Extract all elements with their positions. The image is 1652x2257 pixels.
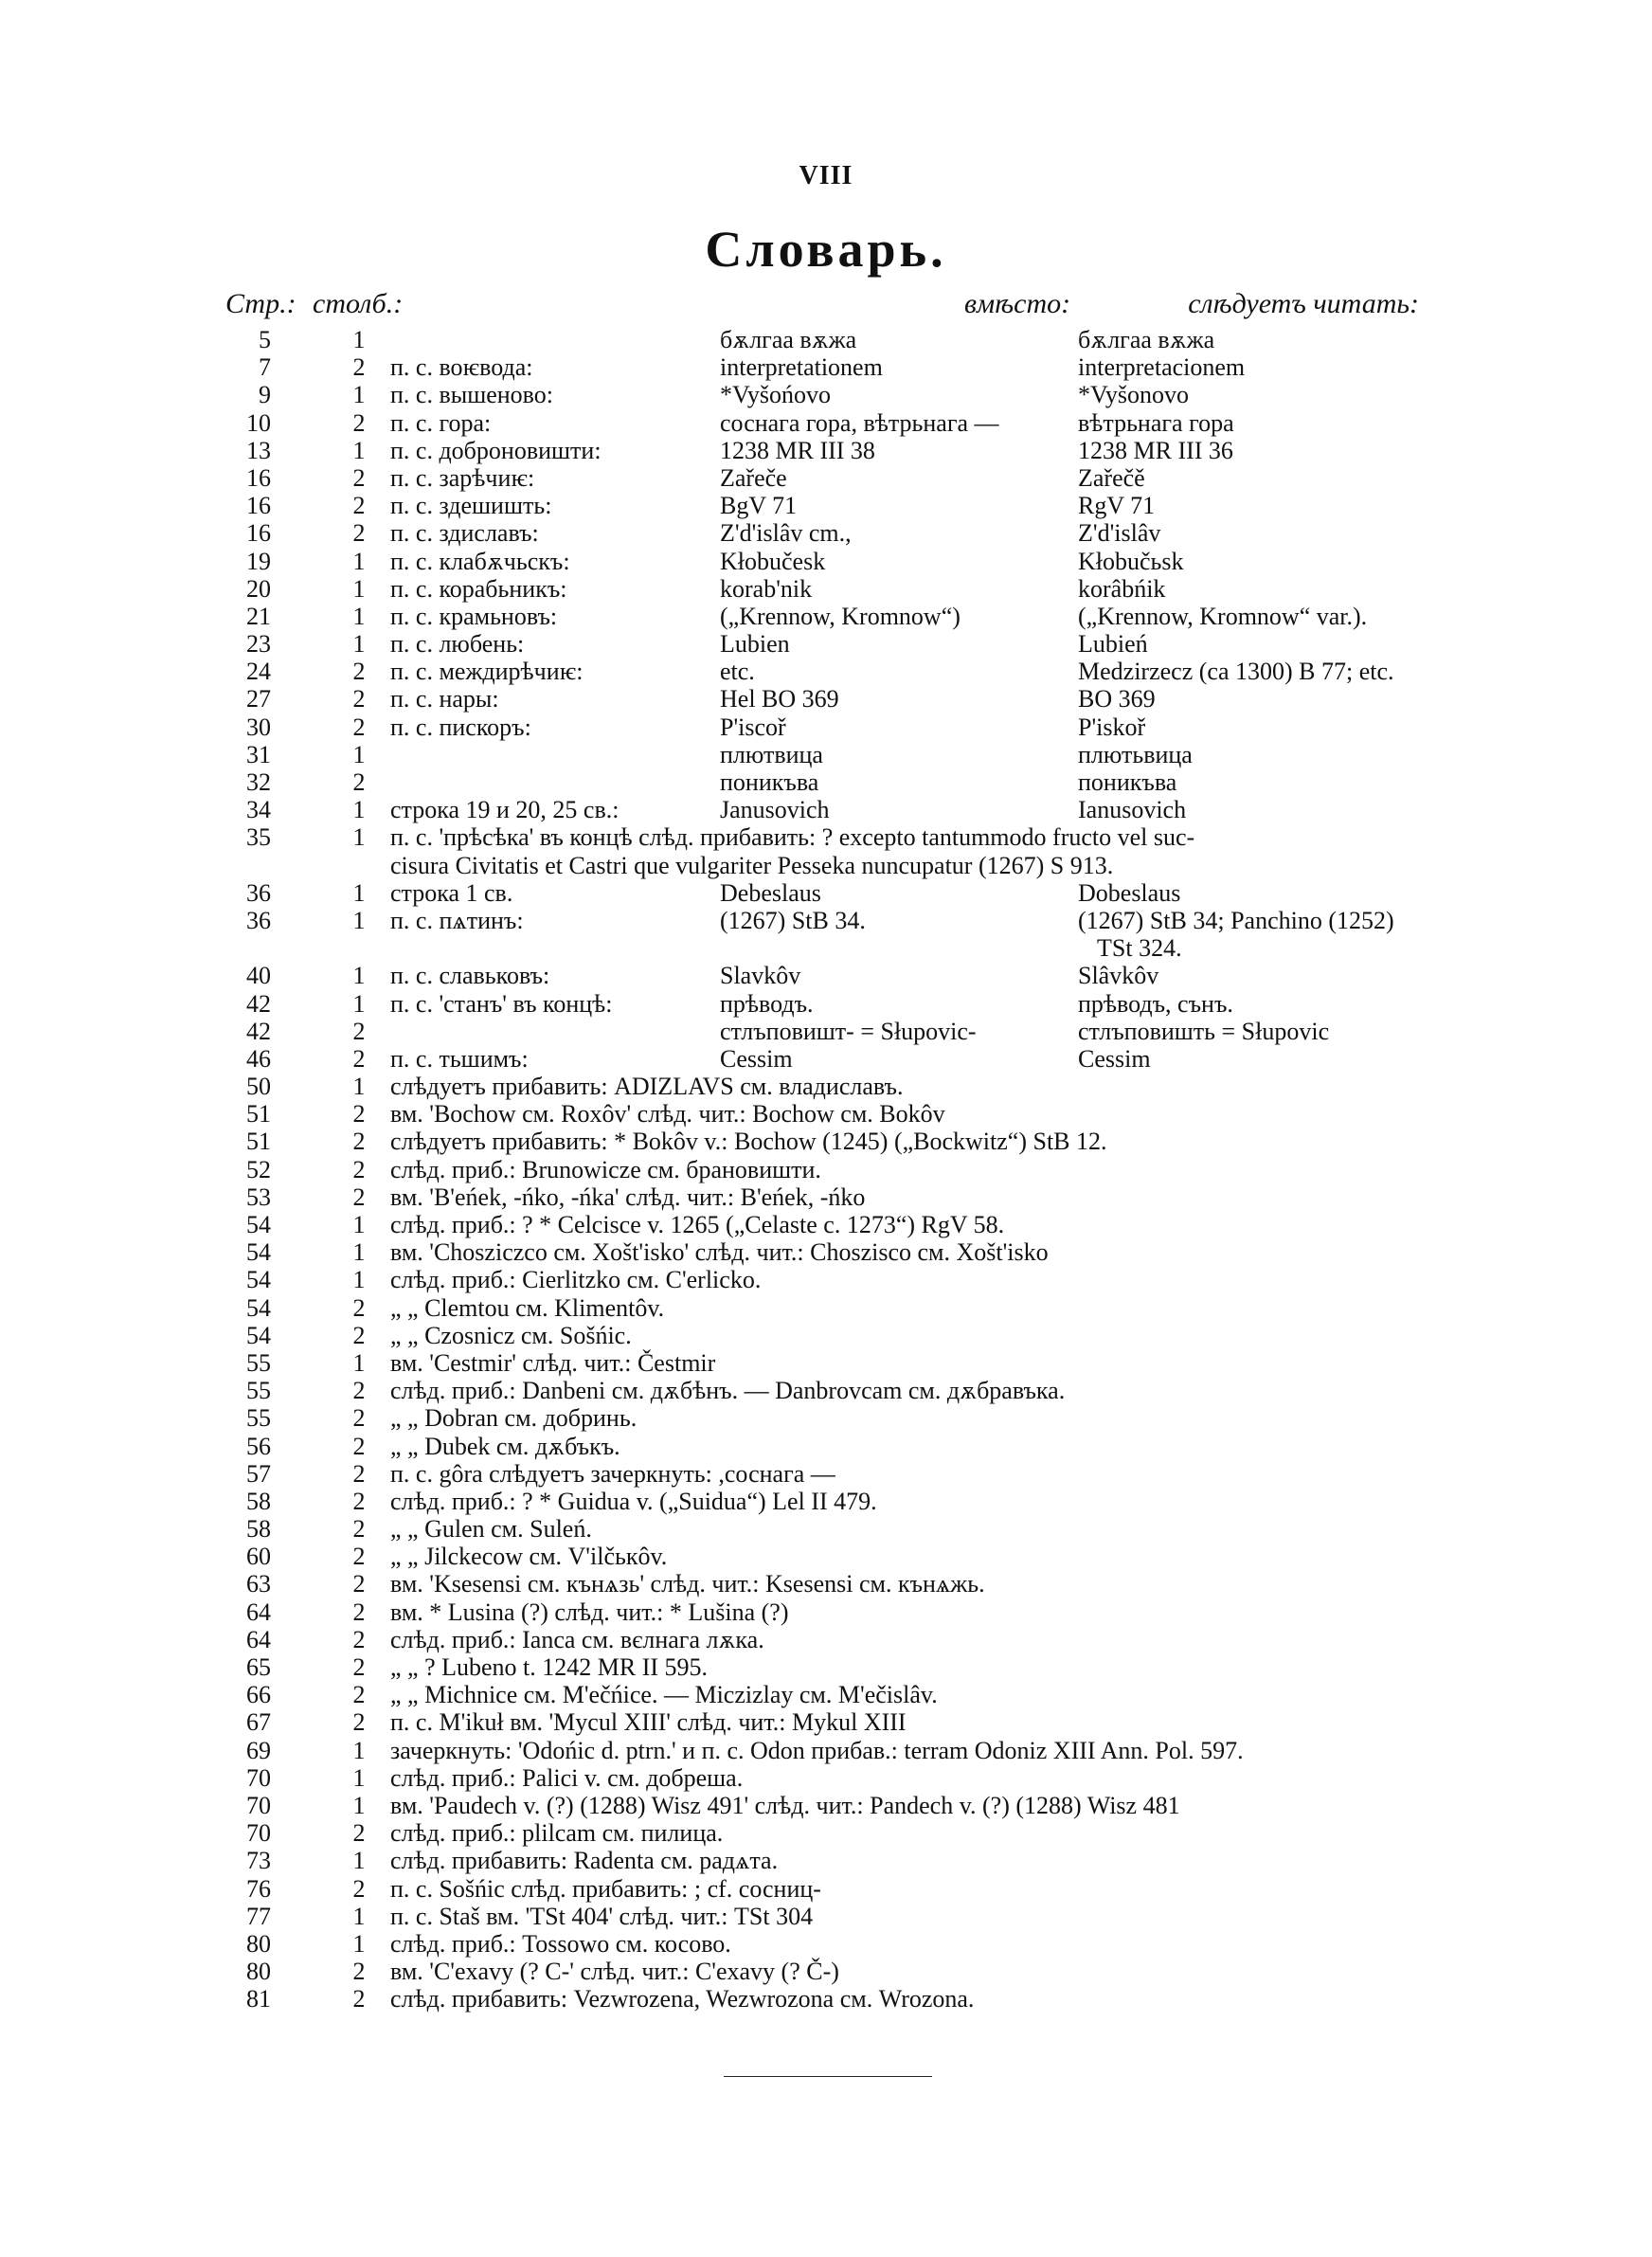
entry-instead: Debeslaus (720, 878, 821, 907)
entry-page: 36 (246, 906, 271, 934)
entry-column: 1 (352, 326, 366, 353)
entry-column: 1 (352, 1348, 366, 1377)
errata-row (0, 1433, 1652, 1460)
entry-column: 1 (352, 1073, 366, 1101)
errata-row (0, 1073, 1652, 1100)
page-title: Словарь. (705, 221, 947, 278)
entry-column: 1 (352, 1211, 366, 1239)
entry-text: „ „ Jilckecow см. V'ilčькôv. (390, 1543, 668, 1571)
entry-page: 30 (246, 713, 271, 741)
entry-instead: бѫлгаа вѫжа (720, 326, 857, 353)
entry-correction: Ianusovich (1078, 796, 1187, 824)
entry-correction: Zařečě (1078, 463, 1145, 492)
entry-page: 7 (259, 353, 271, 382)
errata-row (0, 603, 1652, 630)
entry-instead: korab'nik (720, 574, 813, 603)
errata-row (0, 1460, 1652, 1488)
errata-row (0, 768, 1652, 796)
entry-instead: Lubien (720, 630, 790, 659)
entry-column: 1 (352, 1763, 366, 1792)
entry-text: слѣд. приб.: ? * Celcisce v. 1265 („Celaste c. 1273“) RgV 58. (390, 1211, 1005, 1239)
entry-column: 1 (352, 436, 366, 464)
entry-page: 65 (246, 1653, 271, 1682)
entry-reference: п. с. 'станъ' въ концѣ: (390, 989, 613, 1018)
entry-correction: поникъва (1078, 768, 1177, 796)
entry-column: 2 (352, 1100, 366, 1128)
entry-reference: п. с. пискоръ: (390, 713, 531, 741)
errata-row (0, 326, 1652, 353)
entry-column: 2 (352, 1183, 366, 1211)
entry-text: „ „ Michnice см. M'ečńice. — Miczizlay см. M'ečislâv. (390, 1681, 938, 1709)
errata-row (0, 1764, 1652, 1792)
entry-column: 2 (352, 492, 366, 520)
entry-text: слѣдуетъ прибавить: ADIZLAVS см. владиславъ. (390, 1073, 904, 1101)
entry-page: 66 (246, 1681, 271, 1709)
entry-column: 2 (352, 1432, 366, 1460)
entry-instead: BgV 71 (720, 492, 798, 520)
entry-page: 76 (246, 1874, 271, 1903)
entry-reference: п. с. тьшимъ: (390, 1044, 529, 1073)
entry-text: п. с. M'ikuł вм. 'Mycul XIII' слѣд. чит.: Mykul XIII (390, 1708, 907, 1737)
entry-column: 2 (352, 1708, 366, 1737)
entry-page: 55 (246, 1377, 271, 1405)
entry-text: слѣд. приб.: Tossowo см. косово. (390, 1929, 731, 1958)
entry-text: вм. 'C'exavy (? C-' слѣд. чит.: C'exavy (? Č-) (390, 1958, 839, 1986)
end-rule (724, 2076, 932, 2077)
entry-page: 55 (246, 1404, 271, 1433)
entry-page: 70 (246, 1791, 271, 1819)
errata-row (0, 1570, 1652, 1598)
errata-row (0, 1156, 1652, 1183)
errata-row (0, 630, 1652, 658)
entry-correction: („Krennow, Kromnow“ var.). (1078, 602, 1368, 630)
entry-column: 1 (352, 381, 366, 409)
entry-reference: строка 19 и 20, 25 св.: (390, 796, 620, 824)
entry-correction: Slâvkôv (1078, 962, 1159, 990)
entry-text: слѣд. приб.: Palici v. см. добреша. (390, 1763, 744, 1792)
entry-page: 19 (246, 547, 271, 575)
entry-instead: поникъва (720, 768, 819, 796)
entry-reference: строка 1 св. (390, 878, 513, 907)
entry-text: слѣд. прибавить: Radenta см. радѧта. (390, 1847, 779, 1875)
entry-page: 56 (246, 1432, 271, 1460)
entry-column: 2 (352, 1404, 366, 1433)
errata-row (0, 962, 1652, 989)
entry-correction: (1267) StB 34; Panchino (1252) (1078, 906, 1394, 934)
entry-column: 2 (352, 768, 366, 796)
errata-row (0, 1653, 1652, 1681)
entry-column: 2 (352, 1653, 366, 1682)
errata-row (0, 1626, 1652, 1653)
entry-page: 53 (246, 1183, 271, 1211)
entry-reference: п. с. гора: (390, 408, 492, 437)
entry-correction: бѫлгаа вѫжа (1078, 326, 1215, 353)
entry-column: 2 (352, 1128, 366, 1156)
entry-text: зачеркнуть: 'Odońic d. ptrn.' и п. с. Odon прибав.: terram Odoniz XIII Ann. Pol. 597. (390, 1736, 1244, 1764)
entry-column: 1 (352, 1736, 366, 1764)
entry-text: „ „ ? Lubeno t. 1242 MR II 595. (390, 1653, 709, 1682)
entry-column: 1 (352, 1791, 366, 1819)
errata-row (0, 823, 1652, 878)
entry-reference: п. с. здиславъ: (390, 519, 539, 548)
errata-row (0, 1875, 1652, 1903)
entry-text: слѣд. приб.: Brunowicze см. брановишти. (390, 1155, 821, 1183)
errata-row (0, 492, 1652, 519)
entry-correction: RgV 71 (1078, 492, 1156, 520)
entry-column: 2 (352, 1515, 366, 1544)
entry-correction: P'iskoř (1078, 713, 1146, 741)
errata-row (0, 741, 1652, 768)
entry-instead: Zařeče (720, 463, 787, 492)
entry-instead: Janusovich (720, 796, 830, 824)
errata-row (0, 437, 1652, 464)
entry-correction: Cessim (1078, 1044, 1151, 1073)
entry-column: 2 (352, 1017, 366, 1045)
entry-correction: Dobeslaus (1078, 878, 1181, 907)
entry-instead: Kłobučesk (720, 547, 826, 575)
entry-reference: п. с. доброновишти: (390, 436, 602, 464)
errata-row (0, 1183, 1652, 1211)
entry-text: вм. 'Cestmir' слѣд. чит.: Čestmir (390, 1348, 716, 1377)
entry-reference: п. с. клабѫчьскъ: (390, 547, 570, 575)
entry-column: 2 (352, 519, 366, 548)
errata-row (0, 713, 1652, 741)
entry-column: 2 (352, 1625, 366, 1653)
entry-column: 2 (352, 463, 366, 492)
entry-text: слѣд. приб.: Cierlitzko см. C'erlicko. (390, 1266, 762, 1294)
entry-page: 77 (246, 1902, 271, 1930)
entry-correction: korâbńik (1078, 574, 1166, 603)
errata-row (0, 1045, 1652, 1073)
entry-text: п. с. Staš вм. 'TSt 404' слѣд. чит.: TSt 304 (390, 1902, 814, 1930)
entry-column: 2 (352, 1155, 366, 1183)
entry-page: 64 (246, 1598, 271, 1626)
entry-text: вм. 'Chosziczco см. Xošt'isko' слѣд. чит.: Choszisco см. Xošt'isko (390, 1238, 1049, 1267)
errata-row (0, 1238, 1652, 1266)
errata-row (0, 907, 1652, 962)
header-column: столб.: (313, 288, 404, 319)
entry-instead: Hel BO 369 (720, 685, 839, 713)
entry-reference: п. с. славьковъ: (390, 962, 550, 990)
entry-instead: („Krennow, Kromnow“) (720, 602, 961, 630)
errata-row (0, 1128, 1652, 1155)
entry-column: 1 (352, 823, 366, 852)
entry-page: 13 (246, 436, 271, 464)
errata-row (0, 1681, 1652, 1708)
entry-page: 27 (246, 685, 271, 713)
entry-instead: Slavkôv (720, 962, 801, 990)
entry-page: 63 (246, 1570, 271, 1598)
entry-page: 51 (246, 1100, 271, 1128)
errata-row (0, 1349, 1652, 1377)
entry-page: 73 (246, 1847, 271, 1875)
entry-page: 70 (246, 1763, 271, 1792)
entry-page: 58 (246, 1487, 271, 1515)
entry-page: 20 (246, 574, 271, 603)
entry-page: 16 (246, 463, 271, 492)
entry-page: 54 (246, 1266, 271, 1294)
entry-correction: прѣводъ, сънъ. (1078, 989, 1233, 1018)
entry-text: слѣдуетъ прибавить: * Bokôv v.: Bochow (1245) („Bockwitz“) StB 12. (390, 1128, 1107, 1156)
errata-row (0, 796, 1652, 823)
entry-page: 50 (246, 1073, 271, 1101)
entry-column: 1 (352, 906, 366, 934)
errata-row (0, 1294, 1652, 1322)
errata-row (0, 1322, 1652, 1349)
entry-page: 10 (246, 408, 271, 437)
page-number: VIII (799, 161, 853, 190)
entry-column: 1 (352, 602, 366, 630)
entry-page: 36 (246, 878, 271, 907)
entry-text: вм. * Lusina (?) слѣд. чит.: * Lušina (?) (390, 1598, 789, 1626)
entry-page: 69 (246, 1736, 271, 1764)
entry-correction: *Vyšonovo (1078, 381, 1190, 409)
errata-row (0, 464, 1652, 492)
entry-correction: BO 369 (1078, 685, 1156, 713)
entry-page: 54 (246, 1211, 271, 1239)
errata-row (0, 353, 1652, 381)
errata-row (0, 381, 1652, 408)
errata-row (0, 1543, 1652, 1570)
entry-column: 2 (352, 1293, 366, 1322)
entry-reference: п. с. нары: (390, 685, 499, 713)
entry-page: 5 (259, 326, 271, 353)
errata-row (0, 879, 1652, 907)
entry-column: 2 (352, 353, 366, 382)
entry-column: 2 (352, 1459, 366, 1488)
errata-row (0, 1377, 1652, 1404)
errata-row (0, 409, 1652, 437)
header-page: Стр.: (225, 288, 296, 319)
entry-page: 70 (246, 1819, 271, 1848)
entry-instead: etc. (720, 658, 755, 686)
entry-page: 35 (246, 823, 271, 852)
entry-column: 1 (352, 547, 366, 575)
entry-column: 1 (352, 1266, 366, 1294)
entry-page: 52 (246, 1155, 271, 1183)
entry-text: слѣд. приб.: plilcam см. пилица. (390, 1819, 724, 1848)
entry-column: 1 (352, 630, 366, 659)
entry-page: 57 (246, 1459, 271, 1488)
errata-row (0, 548, 1652, 575)
entry-text: слѣд. приб.: Danbeni см. дѫбѣнъ. — Danbrovcam см. дѫбравъка. (390, 1377, 1066, 1405)
entry-column: 1 (352, 989, 366, 1018)
entry-page: 54 (246, 1238, 271, 1267)
entry-column: 1 (352, 1929, 366, 1958)
entry-reference: п. с. пѧтинъ: (390, 906, 524, 934)
errata-row (0, 1266, 1652, 1293)
entry-instead: 1238 MR III 38 (720, 436, 875, 464)
entry-instead: соснага гора, вѣтрьнага — (720, 408, 999, 437)
entry-text: п. с. 'прѣсѣка' въ концѣ слѣд. прибавить: ? excepto tantummodo fructo vel suc- (390, 823, 1195, 852)
entry-column: 2 (352, 1819, 366, 1848)
entry-page: 40 (246, 962, 271, 990)
entry-column: 2 (352, 1377, 366, 1405)
entry-text: вм. 'Ksesensi см. кънѧзь' слѣд. чит.: Ksesensi см. кънѧжь. (390, 1570, 985, 1598)
entry-column: 2 (352, 658, 366, 686)
entry-page: 55 (246, 1348, 271, 1377)
entry-instead: interpretationem (720, 353, 883, 382)
entry-column: 2 (352, 1958, 366, 1986)
entry-correction: стлъповишть = Słupovic (1078, 1017, 1330, 1045)
entry-reference: п. с. любень: (390, 630, 525, 659)
errata-row (0, 1792, 1652, 1819)
entry-column: 1 (352, 1847, 366, 1875)
entry-page: 34 (246, 796, 271, 824)
entry-reference: п. с. зарѣчиѥ: (390, 463, 535, 492)
entry-text: вм. 'Paudech v. (?) (1288) Wisz 491' слѣд. чит.: Pandech v. (?) (1288) Wisz 481 (390, 1791, 1180, 1819)
errata-row (0, 1985, 1652, 2013)
column-headers (0, 288, 1652, 326)
entry-reference: п. с. корабьникъ: (390, 574, 567, 603)
entry-page: 80 (246, 1958, 271, 1986)
entry-correction: вѣтрьнага гора (1078, 408, 1234, 437)
entry-text: п. с. gôra слѣдуетъ зачеркнуть: ,соснага — (390, 1459, 835, 1488)
errata-row (0, 658, 1652, 685)
entry-reference: п. с. здешишть: (390, 492, 552, 520)
entry-text: „ „ Clemtou см. Klimentôv. (390, 1293, 665, 1322)
entry-text: вм. 'B'eńek, -ńko, -ńka' слѣд. чит.: B'eńek, -ńko (390, 1183, 866, 1211)
entry-column: 2 (352, 685, 366, 713)
entry-column: 2 (352, 713, 366, 741)
entry-reference: п. с. воѥвода: (390, 353, 533, 382)
entry-correction: 1238 MR III 36 (1078, 436, 1233, 464)
entry-column: 2 (352, 1321, 366, 1349)
entry-column: 2 (352, 1044, 366, 1073)
entry-page: 9 (259, 381, 271, 409)
entry-text: „ „ Gulen см. Suleń. (390, 1515, 592, 1544)
errata-row (0, 1211, 1652, 1238)
entry-reference: п. с. крамьновъ: (390, 602, 558, 630)
errata-row (0, 1708, 1652, 1736)
entry-page: 60 (246, 1543, 271, 1571)
entry-instead: прѣводъ. (720, 989, 814, 1018)
errata-row (0, 1100, 1652, 1128)
entry-column: 2 (352, 1874, 366, 1903)
errata-row (0, 1018, 1652, 1045)
errata-row (0, 1958, 1652, 1985)
errata-row (0, 1903, 1652, 1930)
entry-column: 1 (352, 796, 366, 824)
entry-page: 23 (246, 630, 271, 659)
entry-text-continued: cisura Civitatis et Castri que vulgariter Pesseka nuncupatur (1267) S 913. (390, 851, 1114, 879)
entry-page: 64 (246, 1625, 271, 1653)
entry-text: „ „ Dubek см. дѫбъкъ. (390, 1432, 620, 1460)
entry-page: 54 (246, 1321, 271, 1349)
entry-page: 32 (246, 768, 271, 796)
errata-row (0, 1598, 1652, 1626)
entry-correction-continued: TSt 324. (1097, 934, 1182, 963)
entry-text: п. с. Sošńic слѣд. прибавить: ; cf. сосниц- (390, 1874, 821, 1903)
entry-text: вм. 'Bochow см. Roxôv' слѣд. чит.: Bochow см. Bokôv (390, 1100, 945, 1128)
entry-page: 80 (246, 1929, 271, 1958)
errata-row (0, 1404, 1652, 1432)
entry-page: 67 (246, 1708, 271, 1737)
entry-text: „ „ Czosnicz см. Sošńic. (390, 1321, 632, 1349)
entry-text: слѣд. прибавить: Vezwrozena, Wezwrozona см. Wrozona. (390, 1985, 975, 2013)
entry-column: 2 (352, 1543, 366, 1571)
entry-page: 42 (246, 1017, 271, 1045)
entry-instead: Z'd'islâv cm., (720, 519, 852, 548)
entry-column: 1 (352, 740, 366, 768)
errata-row (0, 519, 1652, 547)
errata-row (0, 1847, 1652, 1874)
errata-list (0, 326, 1652, 2013)
entry-instead: стлъповишт- = Słupovic- (720, 1017, 977, 1045)
entry-column: 1 (352, 962, 366, 990)
errata-row (0, 1737, 1652, 1764)
entry-reference: п. с. междирѣчиѥ: (390, 658, 584, 686)
entry-instead: плютвица (720, 740, 823, 768)
entry-column: 2 (352, 1985, 366, 2013)
entry-text: „ „ Dobran см. добринь. (390, 1404, 637, 1433)
entry-correction: interpretacionem (1078, 353, 1246, 382)
entry-column: 2 (352, 408, 366, 437)
entry-text: слѣд. приб.: Ianca см. вєлнага лѫка. (390, 1625, 764, 1653)
entry-instead: Cessim (720, 1044, 793, 1073)
entry-page: 51 (246, 1128, 271, 1156)
entry-page: 31 (246, 740, 271, 768)
entry-column: 1 (352, 1238, 366, 1267)
errata-row (0, 575, 1652, 603)
errata-row (0, 1930, 1652, 1958)
entry-column: 1 (352, 878, 366, 907)
entry-column: 2 (352, 1681, 366, 1709)
entry-instead: P'iscoř (720, 713, 786, 741)
entry-page: 58 (246, 1515, 271, 1544)
entry-page: 21 (246, 602, 271, 630)
entry-correction: Medzirzecz (ca 1300) B 77; etc. (1078, 658, 1394, 686)
entry-page: 16 (246, 492, 271, 520)
errata-row (0, 1488, 1652, 1515)
entry-reference: п. с. вышеново: (390, 381, 553, 409)
entry-column: 1 (352, 574, 366, 603)
errata-row (0, 1819, 1652, 1847)
entry-page: 54 (246, 1293, 271, 1322)
entry-page: 42 (246, 989, 271, 1018)
entry-correction: плютьвица (1078, 740, 1193, 768)
entry-correction: Kłobučьsk (1078, 547, 1184, 575)
header-read: слѣдуетъ читать: (1188, 288, 1419, 319)
errata-row (0, 990, 1652, 1018)
entry-column: 2 (352, 1487, 366, 1515)
entry-page: 16 (246, 519, 271, 548)
entry-page: 81 (246, 1985, 271, 2013)
entry-instead: *Vyšońovo (720, 381, 832, 409)
entry-page: 46 (246, 1044, 271, 1073)
entry-column: 2 (352, 1570, 366, 1598)
errata-row (0, 1515, 1652, 1543)
entry-page: 24 (246, 658, 271, 686)
entry-correction: Lubień (1078, 630, 1148, 659)
entry-text: слѣд. приб.: ? * Guidua v. („Suidua“) Lel II 479. (390, 1487, 877, 1515)
entry-column: 1 (352, 1902, 366, 1930)
entry-instead: (1267) StB 34. (720, 906, 866, 934)
header-instead: вмѣсто: (964, 288, 1071, 319)
entry-column: 2 (352, 1598, 366, 1626)
errata-row (0, 685, 1652, 713)
entry-correction: Z'd'islâv (1078, 519, 1161, 548)
